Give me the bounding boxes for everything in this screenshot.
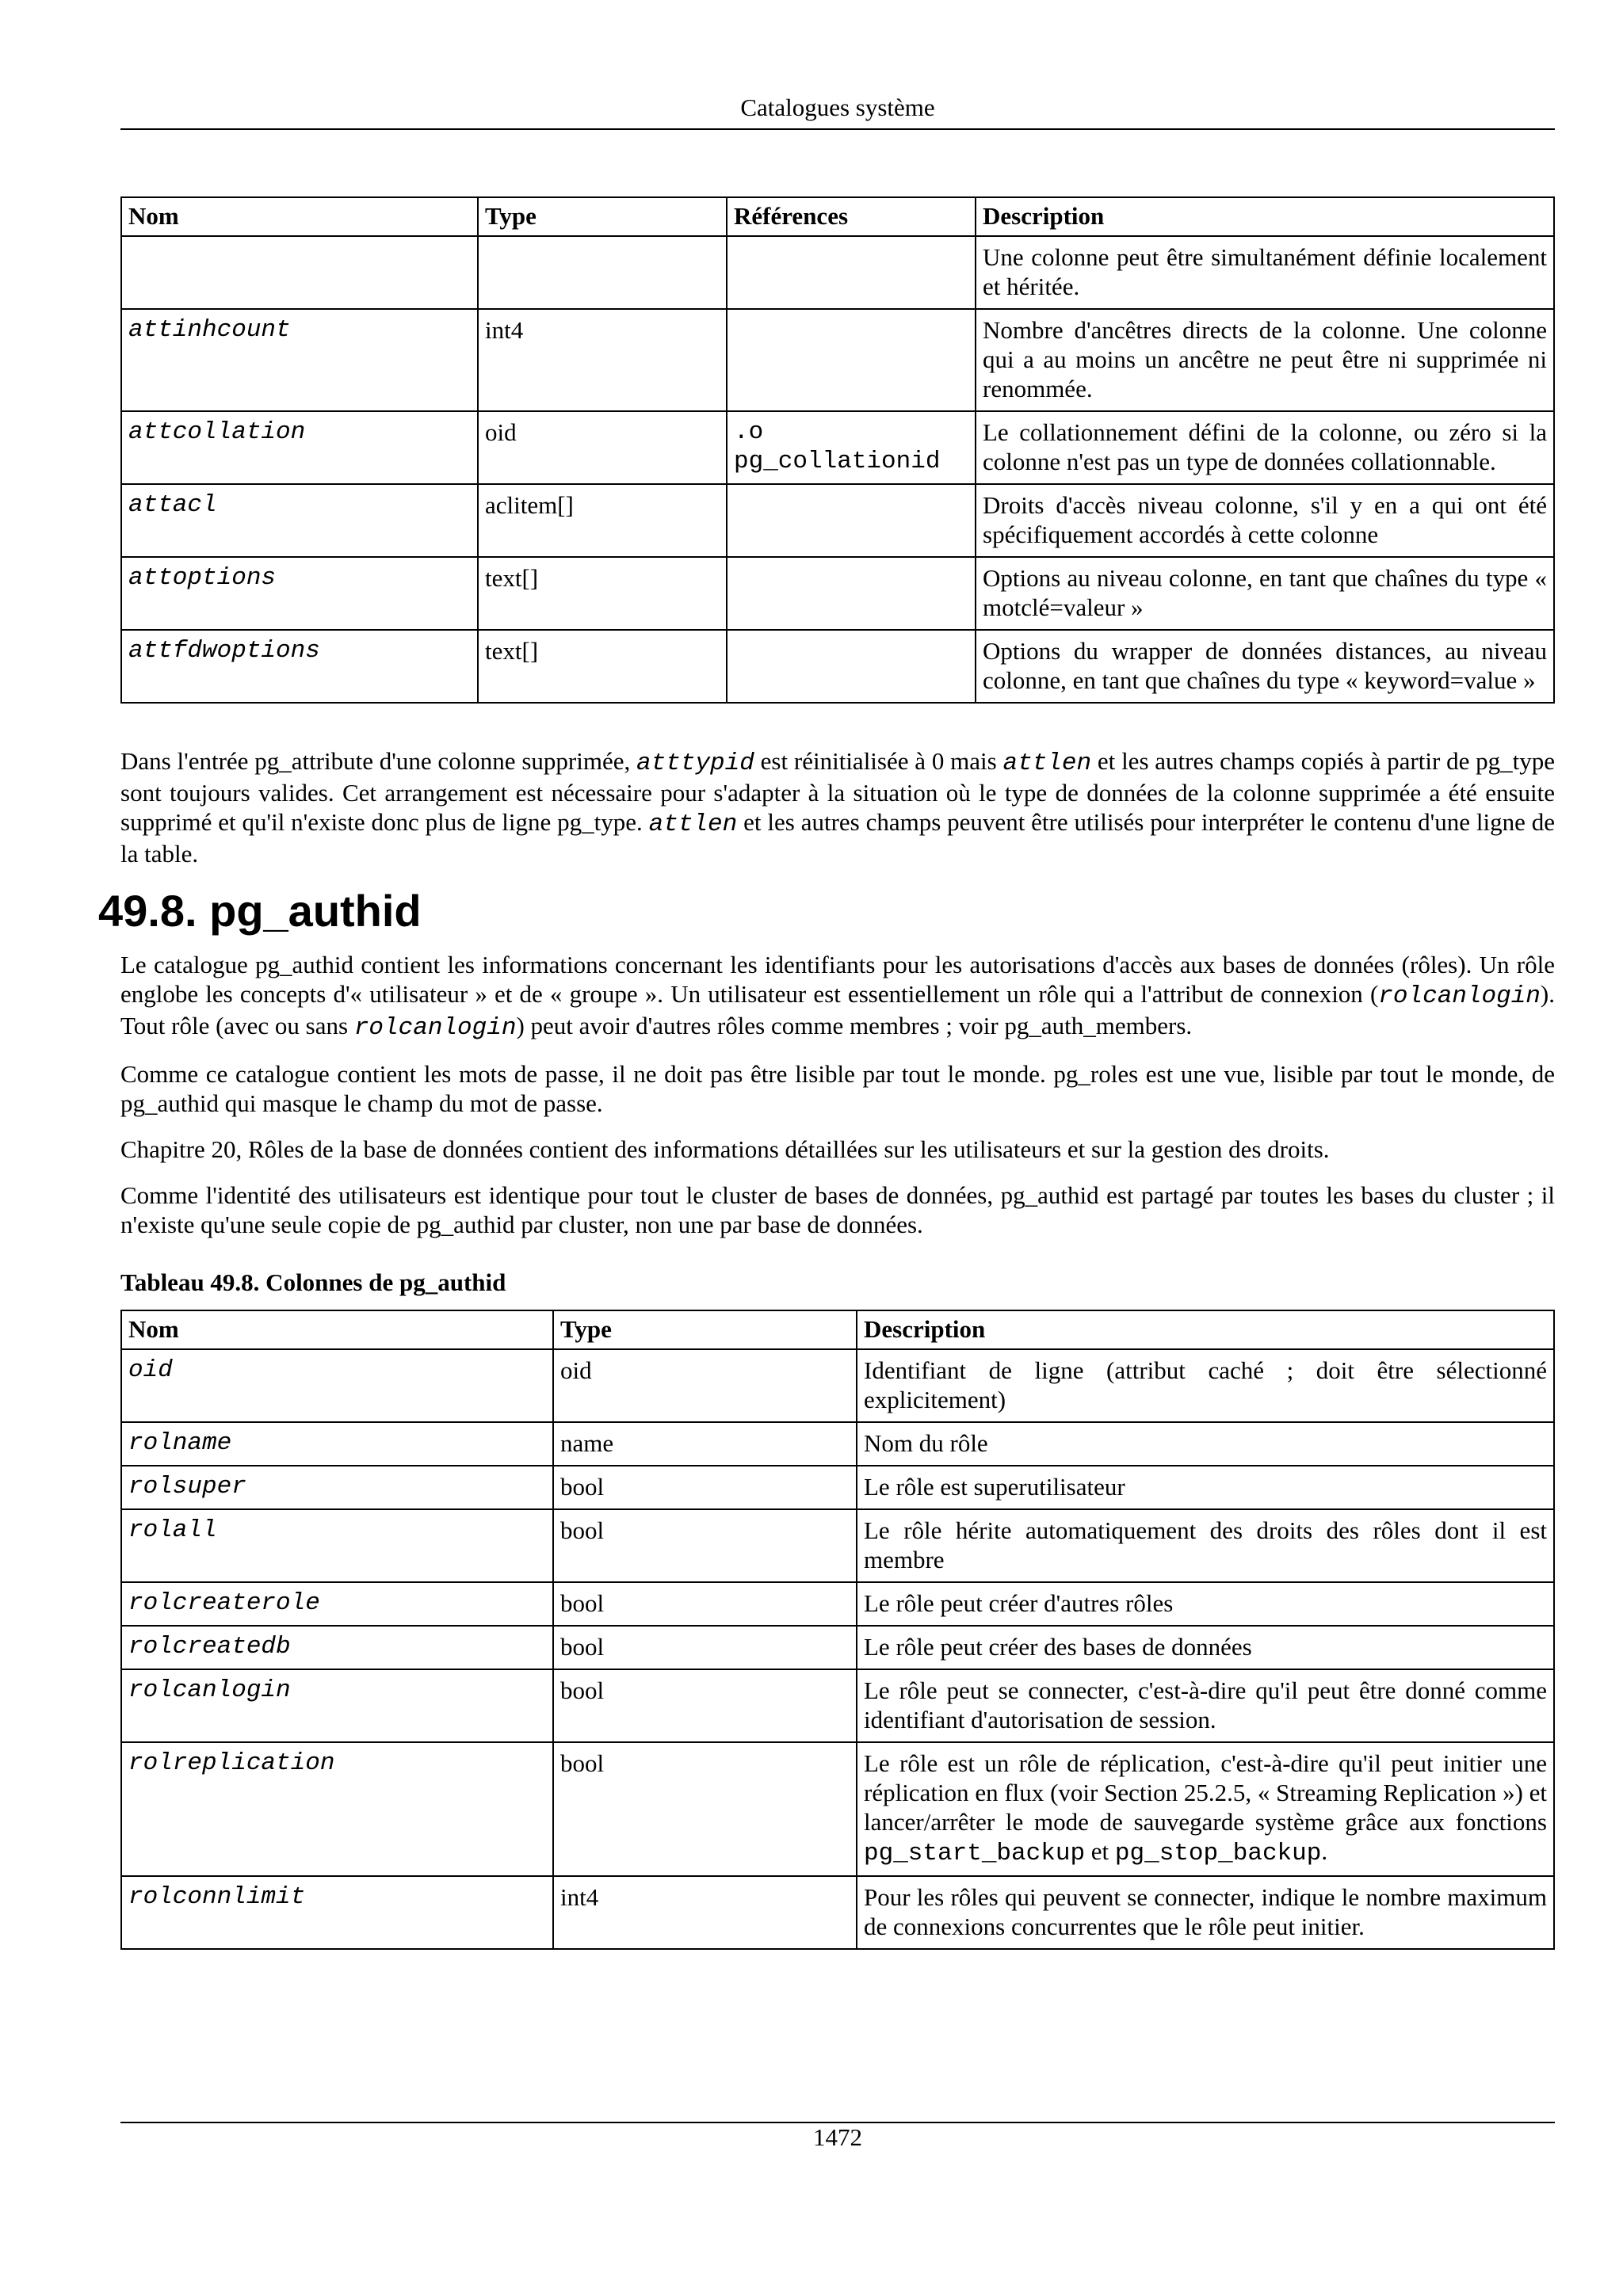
cell-name: rolreplication (121, 1742, 553, 1876)
cell-type: aclitem[] (478, 484, 727, 557)
cell-description (857, 1742, 1554, 1876)
cell-description: Une colonne peut être simultanément définie localement et héritée. (976, 236, 1554, 309)
column-header-type: Type (553, 1310, 857, 1349)
cell-name: rolcreatedb (121, 1626, 553, 1669)
cell-name: attacl (121, 484, 478, 557)
function-name-pg-stop-backup: pg_stop_backup (1114, 1840, 1322, 1867)
cell-description: Le collationnement défini de la colonne, ou zéro si la colonne n'est pas un type de données collationnable. (976, 411, 1554, 484)
cell-name: rolall (121, 1509, 553, 1582)
cell-type: int4 (553, 1876, 857, 1949)
table-row (121, 1669, 1554, 1742)
column-header-type: Type (478, 197, 727, 236)
cell-type: bool (553, 1669, 857, 1742)
cell-description: Pour les rôles qui peuvent se connecter, indique le nombre maximum de connexions concurrentes que le rôle peut initier. (857, 1876, 1554, 1949)
cell-description: Le rôle peut créer des bases de données (857, 1626, 1554, 1669)
field-name-rolcanlogin: rolcanlogin (353, 1014, 517, 1042)
column-header-description: Description (976, 197, 1554, 236)
cell-name: attfdwoptions (121, 630, 478, 703)
table-row (121, 411, 1554, 484)
cell-type: text[] (478, 557, 727, 630)
cell-description: Le rôle hérite automatiquement des droits des rôles dont il est membre (857, 1509, 1554, 1582)
column-header-name: Nom (121, 197, 478, 236)
dropped-column-paragraph (120, 746, 1555, 868)
cell-type (478, 236, 727, 309)
column-header-description: Description (857, 1310, 1554, 1349)
text-run: Le rôle est un rôle de réplication, c'est-à-dire qu'il peut initier une réplication en flux (voir Section 25.2.5, « Streaming Replication ») et lancer/arrêter le mode de sauvegarde système grâce aux fonctions (864, 1749, 1547, 1836)
text-run: Dans l'entrée pg_attribute d'une colonne supprimée, (120, 747, 637, 775)
table-row (121, 1582, 1554, 1626)
field-name-rolcanlogin: rolcanlogin (1378, 982, 1541, 1010)
cell-type: int4 (478, 309, 727, 411)
password-paragraph: Comme ce catalogue contient les mots de passe, il ne doit pas être lisible par tout le monde. pg_roles est une vue, lisible par tout le monde, de pg_authid qui masque le champ du mot de passe. (120, 1060, 1555, 1117)
cell-name: attinhcount (121, 309, 478, 411)
table-row (121, 1422, 1554, 1466)
table-row (121, 1742, 1554, 1876)
cell-type: oid (478, 411, 727, 484)
cell-type: bool (553, 1582, 857, 1626)
field-name-atttypid: atttypid (636, 749, 754, 777)
cell-description: Options du wrapper de données distances, au niveau colonne, en tant que chaînes du type « keyword=value » (976, 630, 1554, 703)
table-row (121, 484, 1554, 557)
header-rule (120, 128, 1555, 130)
cell-type: bool (553, 1742, 857, 1876)
cell-name: oid (121, 1349, 553, 1422)
page-content (98, 196, 1555, 1950)
cell-name: attcollation (121, 411, 478, 484)
cell-ref (727, 557, 976, 630)
field-name-attlen: attlen (1002, 749, 1092, 777)
page-number: 1472 (813, 2123, 862, 2151)
cell-ref (727, 484, 976, 557)
pg-authid-columns-table (120, 1310, 1555, 1950)
cell-type: text[] (478, 630, 727, 703)
intro-paragraph (120, 950, 1555, 1043)
table-row (121, 1349, 1554, 1422)
column-header-name: Nom (121, 1310, 553, 1349)
cell-name: rolconnlimit (121, 1876, 553, 1949)
cell-ref (727, 630, 976, 703)
cell-type: bool (553, 1626, 857, 1669)
cell-type: bool (553, 1509, 857, 1582)
field-name-attlen: attlen (648, 810, 738, 838)
cell-description: Le rôle peut se connecter, c'est-à-dire qu'il peut être donné comme identifiant d'autorisation de session. (857, 1669, 1554, 1742)
table-caption: Tableau 49.8. Colonnes de pg_authid (120, 1268, 506, 1296)
cell-description: Nom du rôle (857, 1422, 1554, 1466)
cell-name: rolsuper (121, 1466, 553, 1509)
cell-ref (727, 309, 976, 411)
table-row (121, 1876, 1554, 1949)
running-header: Catalogues système (740, 93, 935, 121)
text-run: est réinitialisée à 0 mais (754, 747, 1003, 775)
cell-name: rolcreaterole (121, 1582, 553, 1626)
table-row (121, 557, 1554, 630)
cell-name: attoptions (121, 557, 478, 630)
table-row (121, 236, 1554, 309)
text-run: ) peut avoir d'autres rôles comme membres ; voir pg_auth_members. (516, 1012, 1193, 1039)
pg-attribute-table-continued (120, 196, 1555, 704)
function-name-pg-start-backup: pg_start_backup (864, 1840, 1086, 1867)
cell-description: Nombre d'ancêtres directs de la colonne. Une colonne qui a au moins un ancêtre ne peut être ni supprimée ni renommée. (976, 309, 1554, 411)
cell-type: oid (553, 1349, 857, 1422)
table-row (121, 1626, 1554, 1669)
cell-ref (727, 236, 976, 309)
text-run: et les autres champs peuvent être utilisés pour interpréter le contenu d'une ligne de la table. (120, 808, 1555, 868)
section-heading: 49.8. pg_authid (98, 886, 422, 936)
column-header-references: Références (727, 197, 976, 236)
cell-type: name (553, 1422, 857, 1466)
table-row (121, 1509, 1554, 1582)
cell-name (121, 236, 478, 309)
text-run: et (1085, 1837, 1115, 1865)
cell-type: bool (553, 1466, 857, 1509)
table-row (121, 309, 1554, 411)
table-row (121, 630, 1554, 703)
cell-description: Options au niveau colonne, en tant que chaînes du type « motclé=valeur » (976, 557, 1554, 630)
cell-name: rolcanlogin (121, 1669, 553, 1742)
table-row (121, 1466, 1554, 1509)
table-header-row (121, 1310, 1554, 1349)
cell-description: Le rôle est superutilisateur (857, 1466, 1554, 1509)
cell-description: Le rôle peut créer d'autres rôles (857, 1582, 1554, 1626)
chapter-reference-paragraph: Chapitre 20, Rôles de la base de données contient des informations détaillées sur les utilisateurs et sur la gestion des droits. (120, 1135, 1330, 1163)
text-run: Le catalogue pg_authid contient les informations concernant les identifiants pour les autorisations d'accès aux bases de données (rôles). Un rôle englobe les concepts d'« utilisateur » et de « groupe ». Un utilisateur est essentiellement un rôle qui a l'attribut de connexion ( (120, 951, 1555, 1008)
cell-description: Identifiant de ligne (attribut caché ; doit être sélectionné explicitement) (857, 1349, 1554, 1422)
text-run: ). Tout rôle (avec ou sans (120, 980, 1555, 1039)
table-header-row (121, 197, 1554, 236)
cell-description: Droits d'accès niveau colonne, s'il y en a qui ont été spécifiquement accordés à cette colonne (976, 484, 1554, 557)
shared-catalog-paragraph: Comme l'identité des utilisateurs est identique pour tout le cluster de bases de données, pg_authid est partagé par toutes les bases du cluster ; il n'existe qu'une seule copie de pg_authid par cluster, non une par base de données. (120, 1181, 1555, 1238)
cell-ref: .o pg_collationid (727, 411, 976, 484)
text-run: et les autres champs copiés à partir de pg_type sont toujours valides. Cet arrangement est nécessaire pour s'adapter à la situation où le type de données de la colonne supprimée a été ensuite supprimé et qu'il n'existe donc plus de ligne pg_type. (120, 747, 1555, 836)
cell-name: rolname (121, 1422, 553, 1466)
text-run: . (1321, 1837, 1328, 1865)
